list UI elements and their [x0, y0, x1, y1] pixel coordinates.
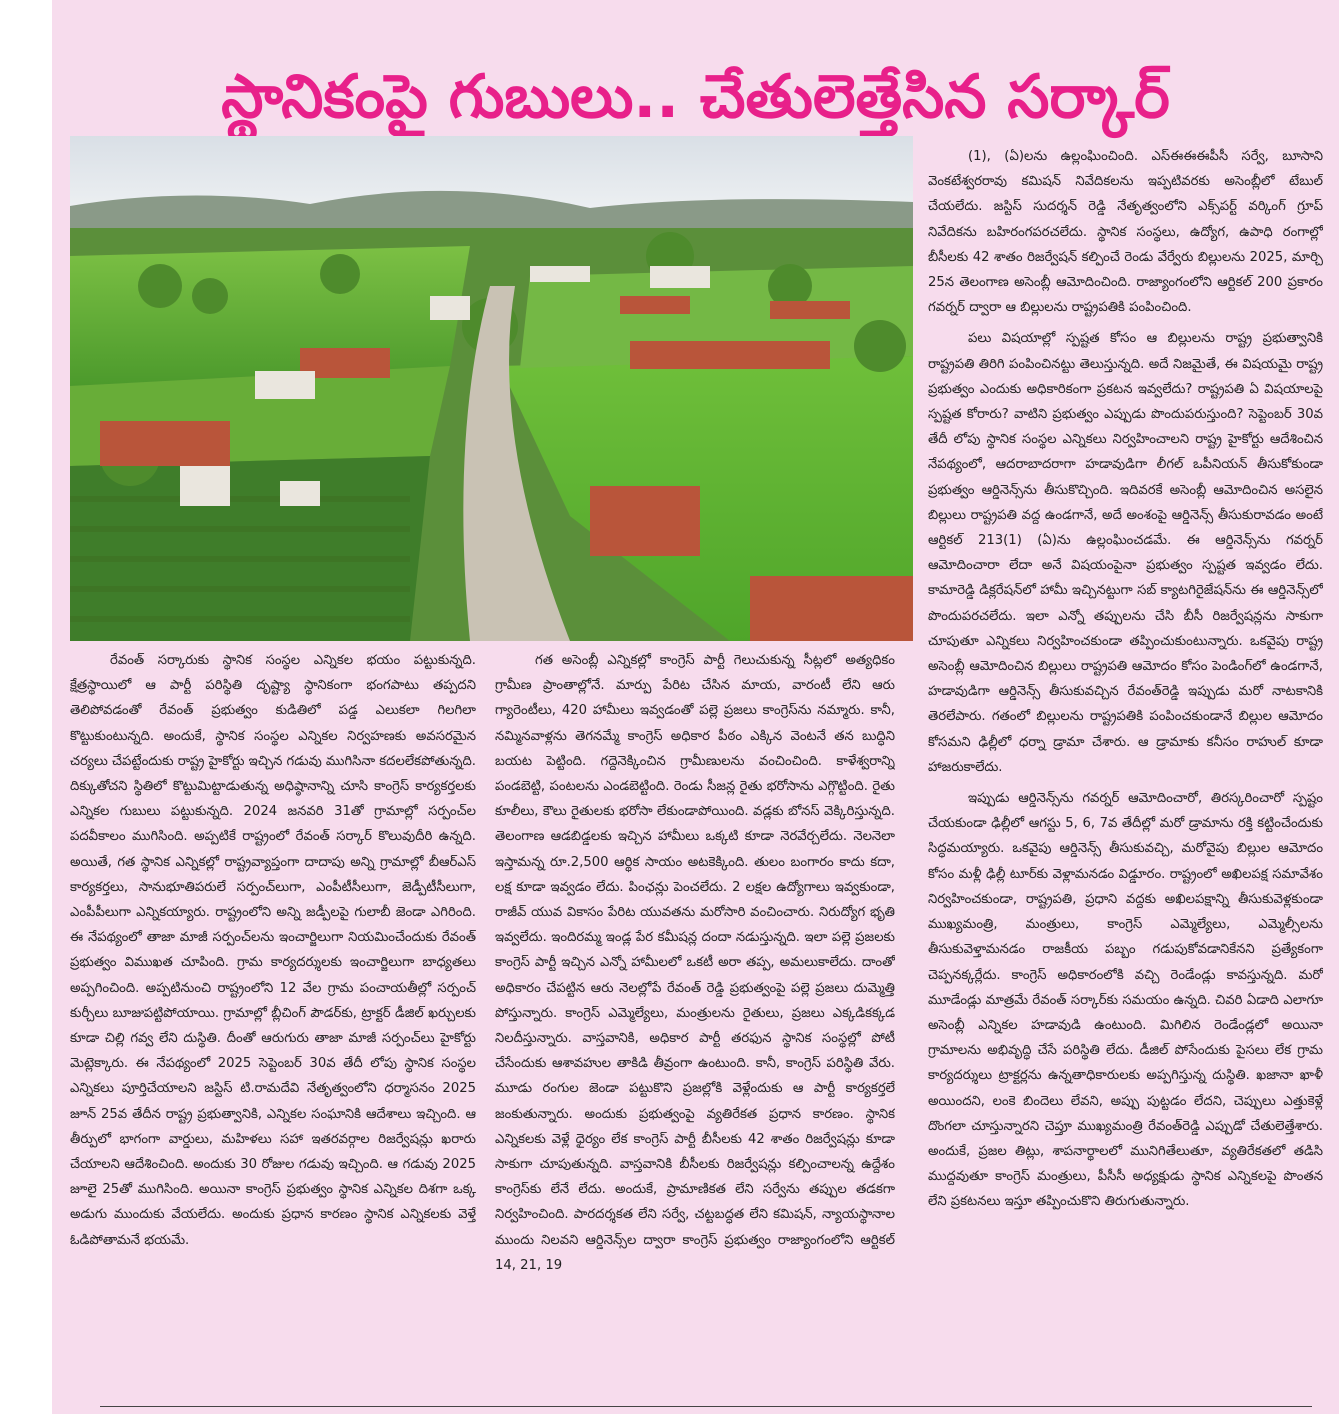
bottom-divider	[100, 1406, 1312, 1407]
village-aerial-photo	[70, 136, 913, 641]
headline: స్థానికంపై గుబులు.. చేతులెత్తేసిన సర్కార్	[221, 62, 1170, 133]
paragraph: గత అసెంబ్లీ ఎన్నికల్లో కాంగ్రెస్ పార్టీ గెలుచుకున్న సీట్లలో అత్యధికం గ్రామీణ ప్రాంతాల్లోనే. మార్పు పేరిట చేసిన మాయ, వారంటీ లేని ఆరు గ్యారెంటీలు, 420 హామీలు ఇవ్వడంతో పల్లె ప్రజలు కాంగ్రెస్‌ను నమ్మారు. కానీ, నమ్మినవాళ్లను తెగనమ్మే కాంగ్రెస్ అధికార పీఠం ఎక్కిన వెంటనే తన బుద్ధిని బయట పెట్టింది. గద్దెనెక్కించిన గ్రామీణులను వంచించింది. కాళేశ్వరాన్ని పండబెట్టి, పంటలను ఎండబెట్టింది. రెండు సీజన్ల రైతు భరోసాను ఎగ్గొట్టింది. రైతు కూలీలు, కౌలు రైతులకు భరోసా లేకుండాపోయింది. వడ్లకు బోనస్ వెక్కిరిస్తున్నది. తెలంగాణ ఆడబిడ్డలకు ఇచ్చిన హామీలు ఒక్కటి కూడా నెరవేర్చలేదు. నెలనెలా ఇస్తామన్న రూ.2,500 ఆర్థిక సాయం అటకెక్కింది. తులం బంగారం కాదు కదా, లక్ష కూడా ఇవ్వడం లేదు. పింఛన్లు పెంచలేదు. 2 లక్షల ఉద్యోగాలు ఇవ్వకుండా, రాజీవ్ యువ వికాసం పేరిట యువతను మరోసారి వంచించారు. నిరుద్యోగ భృతి ఇవ్వలేదు. ఇందిరమ్మ ఇండ్ల పేర కమీషన్ల దందా నడుస్తున్నది. ఇలా పల్లె ప్రజలకు కాంగ్రెస్ పార్టీ ఇచ్చిన ఎన్నో హామీలలో ఒకటీ అరా తప్ప, అమలుకాలేదు. దాంతో అధికారం చేపట్టిన ఆరు నెలల్లోపే రేవంత్ రెడ్డి ప్రభుత్వంపై పల్లె ప్రజలు దుమ్మెత్తి పోస్తున్నారు. కాంగ్రెస్ ఎమ్మెల్యేలు, మంత్రులను రైతులు, ప్రజలు ఎక్కడికక్కడ నిలదీస్తున్నారు. వాస్తవానికి, అధికార పార్టీ తరఫున స్థానిక సంస్థల్లో పోటీ చేసేందుకు ఆశావహుల తాకిడి తీవ్రంగా ఉంటుంది. కానీ, కాంగ్రెస్ పరిస్థితి వేరు. మూడు రంగుల జెండా పట్టుకొని ప్రజల్లోకి వెళ్లేందుకు ఆ పార్టీ కార్యకర్తలే జంకుతున్నారు. అందుకు ప్రభుత్వంపై వ్యతిరేకత ప్రధాన కారణం. స్థానిక ఎన్నికలకు వెళ్లే ధైర్యం లేక కాంగ్రెస్ పార్టీ బీసీలకు 42 శాతం రిజర్వేషన్లు కూడా సాకుగా చూపుతున్నది. వాస్తవానికి బీసీలకు రిజర్వేషన్లు కల్పించాలన్న ఉద్దేశం కాంగ్రెస్‌కు లేనే లేదు. అందుకే, ప్రామాణికత లేని సర్వేను తప్పుల తడకగా నిర్వహించింది. పారదర్శకత లేని సర్వే, చట్టబద్ధత లేని కమిషన్, న్యాయస్థానాల ముందు నిలవని ఆర్డినెన్స్‌ల ద్వారా కాంగ్రెస్ ప్రభుత్వం రాజ్యాంగంలోని ఆర్టికల్ 14, 21, 19	[495, 653, 895, 1273]
article-column-1	[70, 648, 476, 1396]
paragraph: (1), (ఏ)లను ఉల్లంఘించింది. ఎస్ఈఈఈపీసీ సర్వే, బూసాని వెంకటేశ్వరరావు కమిషన్ నివేదికలను ఇప్పటివరకు అసెంబ్లీలో టేబుల్ చేయలేదు. జస్టిస్ సుదర్శన్ రెడ్డి నేతృత్వంలోని ఎక్స్‌పర్ట్ వర్కింగ్ గ్రూప్ నివేదికను బహిరంగపరచలేదు. స్థానిక సంస్థలు, ఉద్యోగ, ఉపాధి రంగాల్లో బీసీలకు 42 శాతం రిజర్వేషన్ కల్పించే రెండు వేర్వేరు బిల్లులను 2025, మార్చి 25న తెలంగాణ అసెంబ్లీ ఆమోదించింది. రాజ్యాంగంలోని ఆర్టికల్ 200 ప్రకారం గవర్నర్ ద్వారా ఆ బిల్లులను రాష్ట్రపతికి పంపించింది.	[928, 149, 1323, 316]
paragraph: ఇప్పుడు ఆర్డినెన్స్‌ను గవర్నర్ ఆమోదించారో, తిరస్కరించారో స్పష్టం చేయకుండా ఢిల్లీలో ఆగస్టు 5, 6, 7వ తేదీల్లో మరో డ్రామాను రక్తి కట్టించేందుకు సిద్ధమయ్యారు. ఒకవైపు ఆర్డినెన్స్ తీసుకువచ్చి, మరోవైపు బిల్లుల ఆమోదం కోసం మళ్లీ ఢిల్లీ టూర్‌కు వెళ్లామనడం విడ్డూరం. రాష్ట్రంలో అఖిలపక్ష సమావేశం నిర్వహించకుండా, రాష్ట్రపతి, ప్రధాని వద్దకు అఖిలపక్షాన్ని తీసుకువెళ్లకుండా ముఖ్యమంత్రి, మంత్రులు, కాంగ్రెస్ ఎమ్మెల్యేలు, ఎమ్మెల్సీలను తీసుకువెళ్తామనడం రాజకీయ పబ్బం గడుపుకోవడానికేనని ప్రత్యేకంగా చెప్పనక్కర్లేదు. కాంగ్రెస్ అధికారంలోకి వచ్చి రెండేండ్లు కావస్తున్నది. మరో మూడేండ్లు మాత్రమే రేవంత్ సర్కార్‌కు సమయం ఉన్నది. చివరి ఏడాది ఎలాగూ అసెంబ్లీ ఎన్నికల హడావుడి ఉంటుంది. మిగిలిన రెండేండ్లలో అయినా గ్రామాలను అభివృద్ధి చేసే పరిస్థితి లేదు. డీజిల్ పోసేందుకు పైసలు లేక గ్రామ కార్యదర్శులు ట్రాక్టర్లను ఉన్నతాధికారులకు అప్పగిస్తున్న దుస్థితి. ఖజానా ఖాళీ అయిందని, లంకె బిందెలు లేవని, అప్పు పుట్టడం లేదని, చెప్పులు ఎత్తుకెళ్లే దొంగలా చూస్తున్నారని చెప్తూ ముఖ్యమంత్రి రేవంత్‌రెడ్డి ఎప్పుడో చేతులెత్తేశారు. అందుకే, ప్రజల తిట్లు, శాపనార్థాలలో మునిగితేలుతూ, వ్యతిరేకతలో తడిసి ముద్దవుతూ కాంగ్రెస్ మంత్రులు, పీసీసీ అధ్యక్షుడు స్థానిక ఎన్నికలపై పొంతన లేని ప్రకటనలు ఇస్తూ తప్పించుకొని తిరుగుతున్నారు.	[928, 791, 1323, 1210]
article-column-2	[495, 648, 895, 1396]
paragraph: పలు విషయాల్లో స్పష్టత కోసం ఆ బిల్లులను రాష్ట్ర ప్రభుత్వానికి రాష్ట్రపతి తిరిగి పంపించినట్టు తెలుస్తున్నది. అదే నిజమైతే, ఈ విషయమై రాష్ట్ర ప్రభుత్వం ఎందుకు అధికారికంగా ప్రకటన ఇవ్వలేదు? రాష్ట్రపతి ఏ విషయాలపై స్పష్టత కోరారు? వాటిని ప్రభుత్వం ఎప్పుడు పొందుపరుస్తుంది? సెప్టెంబర్ 30వ తేదీ లోపు స్థానిక సంస్థల ఎన్నికలు నిర్వహించాలని రాష్ట్ర హైకోర్టు ఆదేశించిన నేపథ్యంలో, ఆదరాబాదరాగా హడావుడిగా లీగల్ ఒపీనియన్ తీసుకోకుండా ప్రభుత్వం ఆర్డినెన్స్‌ను తీసుకొచ్చింది. ఇదివరకే అసెంబ్లీ ఆమోదించిన అసలైన బిల్లులు రాష్ట్రపతి వద్ద ఉండగానే, అదే అంశంపై ఆర్డినెన్స్ తీసుకురావడం అంటే ఆర్టికల్ 213(1) (ఏ)ను ఉల్లంఘించడమే. ఈ ఆర్డినెన్స్‌ను గవర్నర్ ఆమోదించారా లేదా అనే విషయంపైనా ప్రభుత్వం స్పష్టత ఇవ్వడం లేదు. కామారెడ్డి డిక్లరేషన్‌లో హామీ ఇచ్చినట్టుగా సబ్ క్యాటగిరైజేషన్‌ను ఈ ఆర్డినెన్స్‌లో పొందుపరచలేదు. ఇలా ఎన్నో తప్పులను చేసి బీసీ రిజర్వేషన్లను సాకుగా చూపుతూ ఎన్నికలు నిర్వహించకుండా తప్పించుకుంటున్నారు. ఒకవైపు రాష్ట్ర అసెంబ్లీ ఆమోదించిన బిల్లులు రాష్ట్రపతి ఆమోదం కోసం పెండింగ్‌లో ఉండగానే, హడావుడిగా ఆర్డినెన్స్ తీసుకువచ్చిన రేవంత్‌రెడ్డి ఇప్పుడు మరో నాటకానికి తెరలేపారు. గతంలో బిల్లులను రాష్ట్రపతికి పంపించకుండానే బిల్లుల ఆమోదం కోసమని ఢిల్లీలో ధర్నా డ్రామా చేశారు. ఆ డ్రామాకు కనీసం రాహుల్ కూడా హాజరుకాలేదు.	[928, 331, 1323, 775]
paragraph: రేవంత్ సర్కారుకు స్థానిక సంస్థల ఎన్నికల భయం పట్టుకున్నది. క్షేత్రస్థాయిలో ఆ పార్టీ పరిస్థితి దృష్ట్యా స్థానికంగా భంగపాటు తప్పదని తెలిపోవడంతో రేవంత్ ప్రభుత్వం కుడితిలో పడ్డ ఎలుకలా గిలగిలా కొట్టుకుంటున్నది. అందుకే, స్థానిక సంస్థల ఎన్నికల నిర్వహణకు అవసరమైన చర్యలు చేపట్టేందుకు రాష్ట్ర హైకోర్టు ఇచ్చిన గడువు ముగిసినా కదలలేకపోతున్నది. దిక్కుతోచని స్థితిలో కొట్టుమిట్టాడుతున్న అధిష్ఠానాన్ని చూసి కాంగ్రెస్ కార్యకర్తలకు ఎన్నికల గుబులు పట్టుకున్నది. 2024 జనవరి 31తో గ్రామాల్లో సర్పంచ్‌ల పదవీకాలం ముగిసింది. అప్పటికే రాష్ట్రంలో రేవంత్ సర్కార్ కొలువుదీరి ఉన్నది. అయితే, గత స్థానిక ఎన్నికల్లో రాష్ట్రవ్యాప్తంగా దాదాపు అన్ని గ్రామాల్లో బీఆర్ఎస్ కార్యకర్తలు, సానుభూతిపరులే సర్పంచ్‌లుగా, ఎంపీటీసీలుగా, జెడ్పీటీసీలుగా, ఎంపీపీలుగా ఎన్నికయ్యారు. రాష్ట్రంలోని అన్ని జడ్పీలపై గులాబీ జెండా ఎగిరింది. ఈ నేపథ్యంలో తాజా మాజీ సర్పంచ్‌లను ఇంచార్జిలుగా నియమించేందుకు రేవంత్ ప్రభుత్వం విముఖత చూపింది. గ్రామ కార్యదర్శులకు ఇంచార్జిలుగా బాధ్యతలు అప్పగించింది. అప్పటినుంచి రాష్ట్రంలోని 12 వేల గ్రామ పంచాయతీల్లో సర్పంచ్ కుర్చీలు బూజుపట్టిపోయాయి. గ్రామాల్లో బ్లీచింగ్ పౌడర్‌కు, ట్రాక్టర్ డీజిల్ ఖర్చులకు కూడా చిల్లి గవ్వ లేని దుస్థితి. దీంతో ఆరుగురు తాజా మాజీ సర్పంచ్‌లు హైకోర్టు మెట్లెక్కారు. ఈ నేపథ్యంలో 2025 సెప్టెంబర్ 30వ తేదీ లోపు స్థానిక సంస్థల ఎన్నికలు పూర్తిచేయాలని జస్టిస్ టి.రామదేవి నేతృత్వంలోని ధర్మాసనం 2025 జూన్ 25వ తేదీన రాష్ట్ర ప్రభుత్వానికి, ఎన్నికల సంఘానికి ఆదేశాలు ఇచ్చింది. ఆ తీర్పులో భాగంగా వార్డులు, మహిళలు సహా ఇతరవర్గాల రిజర్వేషన్లు ఖరారు చేయాలని ఆదేశించింది. అందుకు 30 రోజుల గడువు ఇచ్చింది. ఆ గడువు 2025 జూలై 25తో ముగిసింది. అయినా కాంగ్రెస్ ప్రభుత్వం స్థానిక ఎన్నికల దిశగా ఒక్క అడుగు ముందుకు వేయలేదు. అందుకు ప్రధాన కారణం స్థానిక ఎన్నికలకు వెళ్తే ఓడిపోతామనే భయమే.	[70, 653, 476, 1248]
article-column-3	[928, 144, 1323, 1399]
